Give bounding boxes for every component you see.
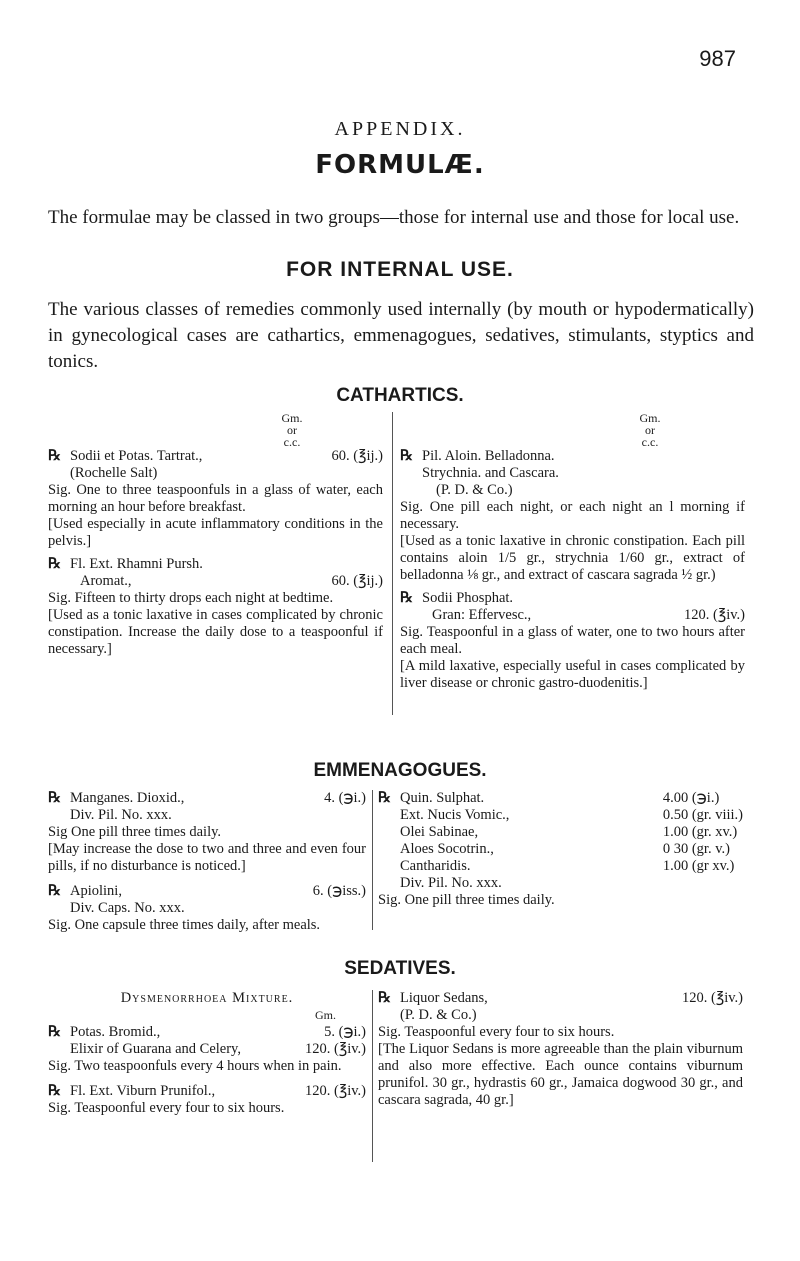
signa: Sig. Teaspoonful every four to six hours. [48,1100,285,1116]
gm-label-cc: c.c. [641,435,659,449]
ingredient: Pil. Aloin. Belladonna. [422,448,555,464]
manufacturer: (P. D. & Co.) [436,482,513,498]
ingredient: Quin. Sulphat. [400,790,485,806]
signa: Sig. Teaspoonful in a glass of water, one to two hours after each meal. [400,624,745,657]
page-number: 987 [699,46,736,71]
internal-intro-paragraph: The various classes of remedies commonly used internally (by mouth or hypodermatically) in gynecological cases are cathartics, emmenagogues, sedatives, stimulants, styptics and tonics. [48,299,754,372]
gm-label-or: or [645,423,655,437]
emmenagogues-left-column [48,790,366,934]
ingredient: Manganes. Dioxid., [70,790,185,806]
rx-symbol: ℞ [48,883,61,899]
ingredient: Sodii Phosphat. [422,590,514,606]
column-divider [372,790,373,930]
division: Div. Pil. No. xxx. [400,875,502,891]
amount: 4. (℈i.) [324,790,366,806]
gm-label-or: or [287,423,297,437]
division: Div. Pil. No. xxx. [70,807,172,823]
signa: Sig. Two teaspoonfuls every 4 hours when in pain. [48,1058,342,1074]
ingredient-sub: Strychnia. and Cascara. [422,465,559,481]
emmenagogues-right-column [378,790,743,909]
ingredient: Fl. Ext. Rhamni Pursh. [70,556,203,572]
prescription [378,790,743,892]
rx-symbol: ℞ [400,448,413,464]
amount: 120. (℥iv.) [682,990,743,1006]
division: Div. Caps. No. xxx. [70,900,185,916]
ingredient: Apiolini, [70,883,122,899]
note: [The Liquor Sedans is more agreeable than the plain viburnum and also more effective. Each ounce contains viburnum prunifol. 30 gr., hydrastis 60 gr., Jamaica dogwood 30 gr., and cascara sagrada, 40 gr.] [378,1041,743,1108]
amount: 1.00 (gr xv.) [662,858,735,874]
gm-label: Gm. [315,1008,336,1022]
rx-symbol: ℞ [48,790,61,806]
signa: Sig. One pill each night, or each night an l morning if necessary. [400,499,745,532]
ingredient: Gran: Effervesc., [432,607,532,623]
note: [A mild laxative, especially useful in cases complicated by liver disease or chronic gastro-duodenitis.] [400,658,745,691]
ingredient: Liquor Sedans, [400,990,488,1006]
rx-symbol: ℞ [400,590,413,606]
gm-label: Gm. [639,411,661,425]
mixture-title: Dysmenorrhoea Mixture. [120,990,294,1006]
cathartics-right-column [400,412,745,692]
gm-label-cc: c.c. [283,435,301,449]
manufacturer: (P. D. & Co.) [400,1007,477,1023]
prescription [48,1083,366,1100]
ingredient: Elixir of Guarana and Celery, [70,1041,241,1057]
gm-label: Gm. [281,411,303,425]
prescription [48,556,383,590]
prescription [378,990,743,1024]
prescription [48,448,383,482]
amount: 6. (℈iss.) [312,883,366,899]
ingredient: Aromat., [80,573,132,589]
signa: Sig. One capsule three times daily, after meals. [48,917,321,933]
rx-symbol: ℞ [378,990,391,1006]
internal-use-heading: FOR INTERNAL USE. [286,258,514,281]
note: [May increase the dose to two and three and even four pills, if no disturbance is noticed.] [48,841,366,874]
amount: 60. (℥ij.) [331,448,383,464]
ingredient-sub: (Rochelle Salt) [70,465,158,481]
prescription [400,590,745,624]
ingredient: Olei Sabinae, [400,824,479,840]
prescription [48,1024,366,1058]
amount: 5. (℈i.) [324,1024,366,1040]
intro-paragraph: The formulae may be classed in two groups—those for internal use and those for local use. [48,207,740,228]
signa: Sig. Teaspoonful every four to six hours. [378,1024,615,1040]
amount: 60. (℥ij.) [331,573,383,589]
rx-symbol: ℞ [48,1024,61,1040]
amount: 0.50 (gr. viii.) [662,807,743,823]
rx-symbol: ℞ [378,790,391,806]
column-divider [392,412,393,715]
amount: 1.00 (gr. xv.) [662,824,738,840]
ingredient: Sodii et Potas. Tartrat., [70,448,203,464]
column-divider [372,990,373,1162]
prescription [400,448,745,499]
sedatives-right-column [378,990,743,1109]
prescription [48,883,366,917]
amount: 0 30 (gr. v.) [662,841,730,857]
sedatives-heading: SEDATIVES. [344,958,456,979]
appendix-title: APPENDIX. [334,118,466,140]
sedatives-left-column [48,990,366,1117]
cathartics-heading: CATHARTICS. [336,385,464,406]
ingredient: Potas. Bromid., [70,1024,161,1040]
amount: 120. (℥iv.) [305,1041,366,1057]
ingredient: Aloes Socotrin., [400,841,494,857]
rx-symbol: ℞ [48,448,61,464]
emmenagogues-heading: EMMENAGOGUES. [313,760,487,781]
signa: Sig. One pill three times daily. [378,892,555,908]
signa: Sig. One to three teaspoonfuls in a glass of water, each morning an hour before breakfast. [48,482,383,515]
signa: Sig One pill three times daily. [48,824,222,840]
amount: 120. (℥iv.) [684,607,745,623]
cathartics-left-column [48,412,383,658]
prescription [48,790,366,824]
ingredient: Ext. Nucis Vomic., [400,807,510,823]
amount: 120. (℥iv.) [305,1083,366,1099]
note: [Used as a tonic laxative in cases complicated by chronic constipation. Increase the daily dose to a teaspoonful if necessary.] [48,607,383,657]
rx-symbol: ℞ [48,1083,61,1099]
note: [Used as a tonic laxative in chronic constipation. Each pill contains aloin 1/5 gr., strychnia 1/60 gr., extract of belladonna ⅛ gr., and extract of cascara sagrada ½ gr.) [400,533,745,583]
rx-symbol: ℞ [48,556,61,572]
note: [Used especially in acute inflammatory conditions in the pelvis.] [48,516,383,549]
ingredient: Cantharidis. [400,858,471,874]
ingredient: Fl. Ext. Viburn Prunifol., [70,1083,216,1099]
formulae-title: FORMULÆ. [315,150,485,180]
signa: Sig. Fifteen to thirty drops each night at bedtime. [48,590,334,606]
amount: 4.00 (℈i.) [662,790,720,806]
